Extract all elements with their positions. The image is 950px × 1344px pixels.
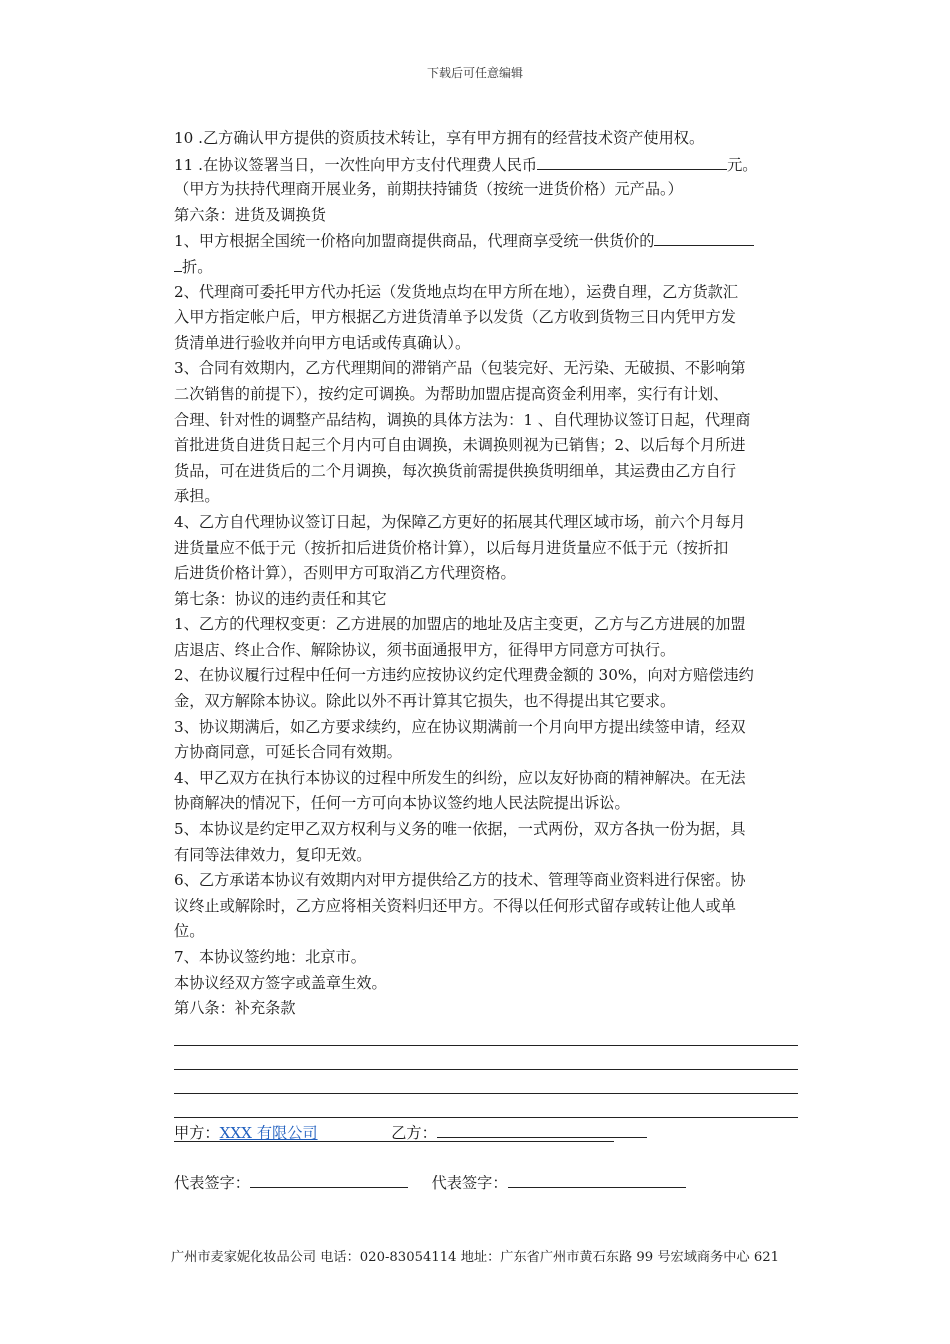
clause-line: 有同等法律效力，复印无效。: [174, 845, 372, 864]
clause-line: 3、合同有效期内，乙方代理期间的滞销产品（包装完好、无污染、无破损、不影响第: [174, 359, 746, 378]
clause-line: 货品，可在进货后的二个月调换，每次换货前需提供换货明细单，其运费由乙方自行: [174, 461, 736, 480]
discount-blank: [654, 228, 754, 246]
clause-line: 二次销售的前提下），按约定可调换。为帮助加盟店提高资金利用率，实行有计划、: [174, 384, 729, 403]
clause-line: 首批进货自进货日起三个月内可自由调换，未调换则视为已销售；2、以后每个月所进: [174, 436, 746, 455]
representative-row: [174, 1170, 686, 1196]
rep-b-blank: [508, 1170, 686, 1188]
clause-line: 本协议经双方签字或盖章生效。: [174, 973, 387, 992]
clause-line: 合理、针对性的调整产品结构，调换的具体方法为：1 、自代理协议签订日起，代理商: [174, 410, 751, 429]
clause-line: 5、本协议是约定甲乙双方权利与义务的唯一依据，一式两份，双方各执一份为据，具: [174, 820, 746, 839]
party-row: [174, 1120, 647, 1146]
clause-line: 后进货价格计算），否则甲方可取消乙方代理资格。: [174, 564, 516, 583]
rep-a-blank: [250, 1170, 408, 1188]
clause-line: [174, 254, 810, 280]
party-b-label: 乙方：: [391, 1124, 437, 1142]
clause-line: 议终止或解除时，乙方应将相关资料归还甲方。不得以任何形式留存或转让他人或单: [174, 896, 736, 915]
supplement-blank-line: [174, 1022, 798, 1046]
supplement-blank-line: [174, 1094, 798, 1118]
section-heading: 第七条：协议的违约责任和其它: [174, 589, 387, 608]
clause-line: 金，双方解除本协议。除此以外不再计算其它损失，也不得提出其它要求。: [174, 692, 676, 711]
clause-line: 2、代理商可委托甲方代办托运（发货地点均在甲方所在地），运费自理，乙方货款汇: [174, 282, 739, 301]
clause-line: （甲方为扶持代理商开展业务，前期扶持铺货（按统一进货价格）元产品。）: [174, 180, 683, 199]
clause-text: 1、甲方根据全国统一价格向加盟商提供商品，代理商享受统一供货价的: [174, 232, 655, 251]
clause-line: 方协商同意，可延长合同有效期。: [174, 743, 402, 762]
clause-line: 2、在协议履行过程中任何一方违约应按协议约定代理费金额的 30%，向对方赔偿违约: [174, 666, 754, 685]
clause-text: 元。: [727, 155, 758, 174]
rep-b-label: 代表签字：: [431, 1174, 508, 1192]
clause-line: 1、乙方的代理权变更：乙方进展的加盟店的地址及店主变更，乙方与乙方进展的加盟: [174, 615, 746, 634]
clause-line: 4、乙方自代理协议签订日起，为保障乙方更好的拓展其代理区域市场，前六个月每月: [174, 512, 746, 531]
party-a-label: 甲方：: [174, 1124, 220, 1142]
clause-line: 6、乙方承诺本协议有效期内对甲方提供给乙方的技术、管理等商业资料进行保密。协: [174, 871, 746, 890]
section-heading: 第八条：补充条款: [174, 999, 296, 1018]
clause-text: 折。: [182, 257, 213, 276]
clause-line: 协商解决的情况下，任何一方可向本协议签约地人民法院提出诉讼。: [174, 794, 630, 813]
clause-line: 店退店、终止合作、解除协议，须书面通报甲方，征得甲方同意方可执行。: [174, 640, 676, 659]
discount-blank-cont: [174, 254, 182, 272]
rep-a-label: 代表签字：: [174, 1174, 250, 1192]
document-body: [174, 126, 810, 1142]
party-a-company-link[interactable]: XXX 有限公司: [219, 1124, 318, 1142]
clause-line: 进货量应不低于元（按折扣后进货价格计算），以后每月进货量应不低于元（按折扣: [174, 538, 729, 557]
clause-line: [174, 152, 810, 178]
supplement-blank-line: [174, 1046, 798, 1070]
page-footer: 广州市麦家妮化妆品公司 电话：020-83054114 地址：广东省广州市黄石东路 99 号宏域商务中心 621: [170, 1250, 780, 1265]
clause-line: 承担。: [174, 487, 220, 506]
clause-line: 4、甲乙双方在执行本协议的过程中所发生的纠纷，应以友好协商的精神解决。在无法: [174, 768, 746, 787]
clause-line: 10 .乙方确认甲方提供的资质技术转让，享有甲方拥有的经营技术资产使用权。: [174, 129, 705, 147]
fee-blank: [537, 152, 727, 170]
section-heading: 第六条：进货及调换货: [174, 205, 326, 224]
clause-line: 位。: [174, 922, 205, 941]
clause-line: 3、协议期满后，如乙方要求续约，应在协议期满前一个月向甲方提出续签申请，经双: [174, 717, 746, 736]
clause-line: 货清单进行验收并向甲方电话或传真确认）。: [174, 333, 471, 352]
party-b-blank: [437, 1120, 647, 1138]
clause-text: 11 .在协议签署当日，一次性向甲方支付代理费人民币: [174, 155, 538, 174]
clause-line: 入甲方指定帐户后，甲方根据乙方进货清单予以发货（乙方收到货物三日内凭甲方发: [174, 308, 736, 327]
page-header: 下载后可任意编辑: [426, 66, 523, 80]
supplement-blank-line: [174, 1070, 798, 1094]
clause-line: [174, 228, 810, 254]
clause-line: 7、本协议签约地：北京市。: [174, 948, 366, 966]
